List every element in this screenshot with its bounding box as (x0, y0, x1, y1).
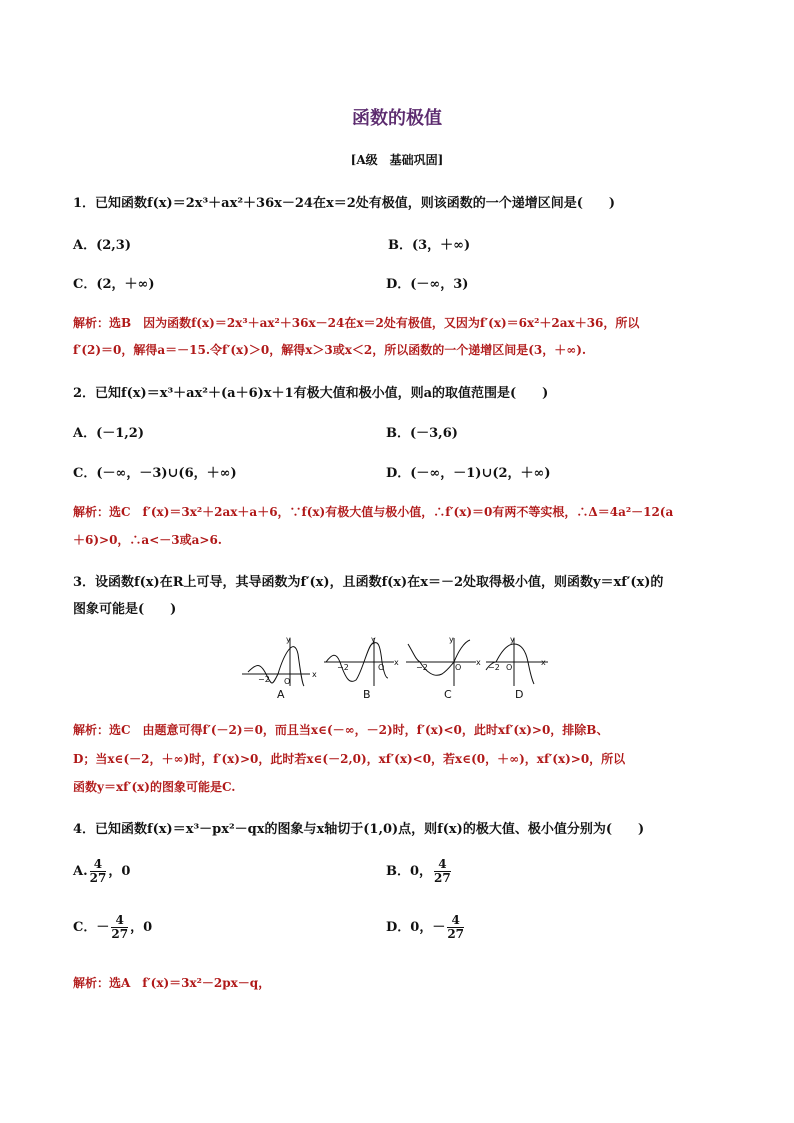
graph-c-origin-label: O (455, 663, 462, 672)
graph-d-caption: D (515, 688, 524, 701)
q2-option-d: D．(－∞，－1)∪(2，＋∞) (386, 466, 551, 481)
q2-option-b: B．(－3,6) (386, 426, 458, 441)
fraction-denominator: 27 (111, 927, 129, 942)
fraction-numerator: 4 (90, 858, 107, 872)
q4-option-c-fraction (111, 914, 128, 941)
graph-b-caption: B (363, 688, 371, 701)
q1-option-d: D．(－∞，3) (386, 277, 469, 292)
q2-stem: 2．已知f(x)＝x³＋ax²＋(a＋6)x＋1有极大值和极小值，则a的取值范围是( ) (73, 386, 549, 401)
q4-option-c (73, 914, 152, 941)
fraction-numerator: 4 (111, 914, 128, 928)
q4-option-d (386, 914, 466, 941)
q4-option-d-fraction (447, 914, 464, 941)
fraction-denominator: 27 (89, 871, 107, 886)
graph-c-x-label: x (476, 658, 481, 667)
q2-option-a: A．(－1,2) (73, 426, 145, 441)
q3-stem-line2: 图象可能是( ) (73, 602, 177, 617)
q3-solution-line2: D；当x∈(－2，＋∞)时，f′(x)>0，此时若x∈(－2,0)，xf′(x)<0，若x∈(0，＋∞)，xf′(x)>0，所以 (73, 752, 626, 766)
graph-a-y-label: y (286, 635, 291, 644)
q4-option-a (73, 858, 130, 885)
graph-b-x-label: x (394, 658, 399, 667)
graph-c-caption: C (444, 688, 452, 701)
fraction-denominator: 27 (434, 871, 451, 886)
q4-option-a-fraction (90, 858, 107, 885)
fraction-denominator: 27 (447, 927, 465, 942)
q2-solution-line2: ＋6)>0，∴a<－3或a>6. (73, 533, 222, 547)
q1-stem: 1．已知函数f(x)＝2x³＋ax²＋36x－24在x＝2处有极值，则该函数的一个递增区间是( ) (73, 196, 616, 211)
graph-d (486, 638, 548, 686)
graph-a-tick-label: −2 (258, 675, 270, 684)
q3-solution-line3: 函数y＝xf′(x)的图象可能是C. (73, 780, 236, 794)
q4-option-c-tail: ，0 (130, 920, 153, 936)
graph-a-caption: A (277, 688, 285, 701)
fraction-numerator: 4 (447, 914, 464, 928)
q4-option-a-tail: ，0 (108, 864, 131, 880)
graph-d-tick-label: −2 (488, 663, 500, 672)
q4-stem: 4．已知函数f(x)＝x³－px²－qx的图象与x轴切于(1,0)点，则f(x)的极大值、极小值分别为( ) (73, 822, 645, 837)
graph-b (324, 638, 394, 686)
q4-solution-line1: 解析：选A f′(x)＝3x²－2px－q， (73, 976, 271, 990)
graph-b-origin-label: O (378, 663, 385, 672)
q3-stem-line1: 3．设函数f(x)在R上可导，其导函数为f′(x)，且函数f(x)在x＝－2处取得极小值，则函数y＝xf′(x)的 (73, 575, 664, 590)
graph-d-origin-label: O (506, 663, 513, 672)
q2-solution-line1: 解析：选C f′(x)＝3x²＋2ax＋a＋6，∵f(x)有极大值与极小值，∴f′(x)＝0有两不等实根，∴Δ＝4a²－12(a (73, 505, 674, 519)
graph-d-x-label: x (541, 658, 546, 667)
graph-a (242, 638, 310, 686)
q4-option-d-label: D．0，－ (386, 920, 446, 936)
q4-option-b-label: B．0， (386, 864, 433, 880)
graph-a-x-label: x (312, 670, 317, 679)
graph-b-y-label: y (371, 635, 376, 644)
q4-option-c-label: C．－ (73, 920, 110, 936)
graph-b-tick-label: −2 (337, 663, 349, 672)
q4-option-b-fraction (434, 858, 451, 885)
q3-solution-line1: 解析：选C 由题意可得f′(－2)＝0，而且当x∈(－∞，－2)时，f′(x)<0，此时xf′(x)>0，排除B、 (73, 723, 609, 737)
q1-solution-line1: 解析：选B 因为函数f(x)＝2x³＋ax²＋36x－24在x＝2处有极值，又因为f′(x)＝6x²＋2ax＋36，所以 (73, 316, 640, 330)
q4-option-a-label: A. (73, 864, 88, 880)
section-subtitle: [A级 基础巩固] (350, 153, 444, 167)
graph-a-curve (248, 647, 304, 686)
q1-solution-line2: f′(2)＝0，解得a＝－15.令f′(x)＞0，解得x＞3或x＜2，所以函数的一个递增区间是(3，＋∞). (73, 343, 587, 357)
q1-option-a: A．(2,3) (73, 238, 132, 253)
fraction-numerator: 4 (434, 858, 451, 872)
q2-option-c: C．(－∞，－3)∪(6，＋∞) (73, 466, 237, 481)
graph-d-y-label: y (510, 635, 515, 644)
graph-c (406, 638, 476, 686)
q1-option-b: B．(3，＋∞) (388, 238, 471, 253)
page-title: 函数的极值 (352, 108, 442, 129)
graph-a-origin-label: O (284, 677, 291, 686)
q1-option-c: C．(2，＋∞) (73, 277, 155, 292)
q4-option-b (386, 858, 453, 885)
graph-c-y-label: y (449, 635, 454, 644)
graph-c-tick-label: −2 (416, 663, 428, 672)
